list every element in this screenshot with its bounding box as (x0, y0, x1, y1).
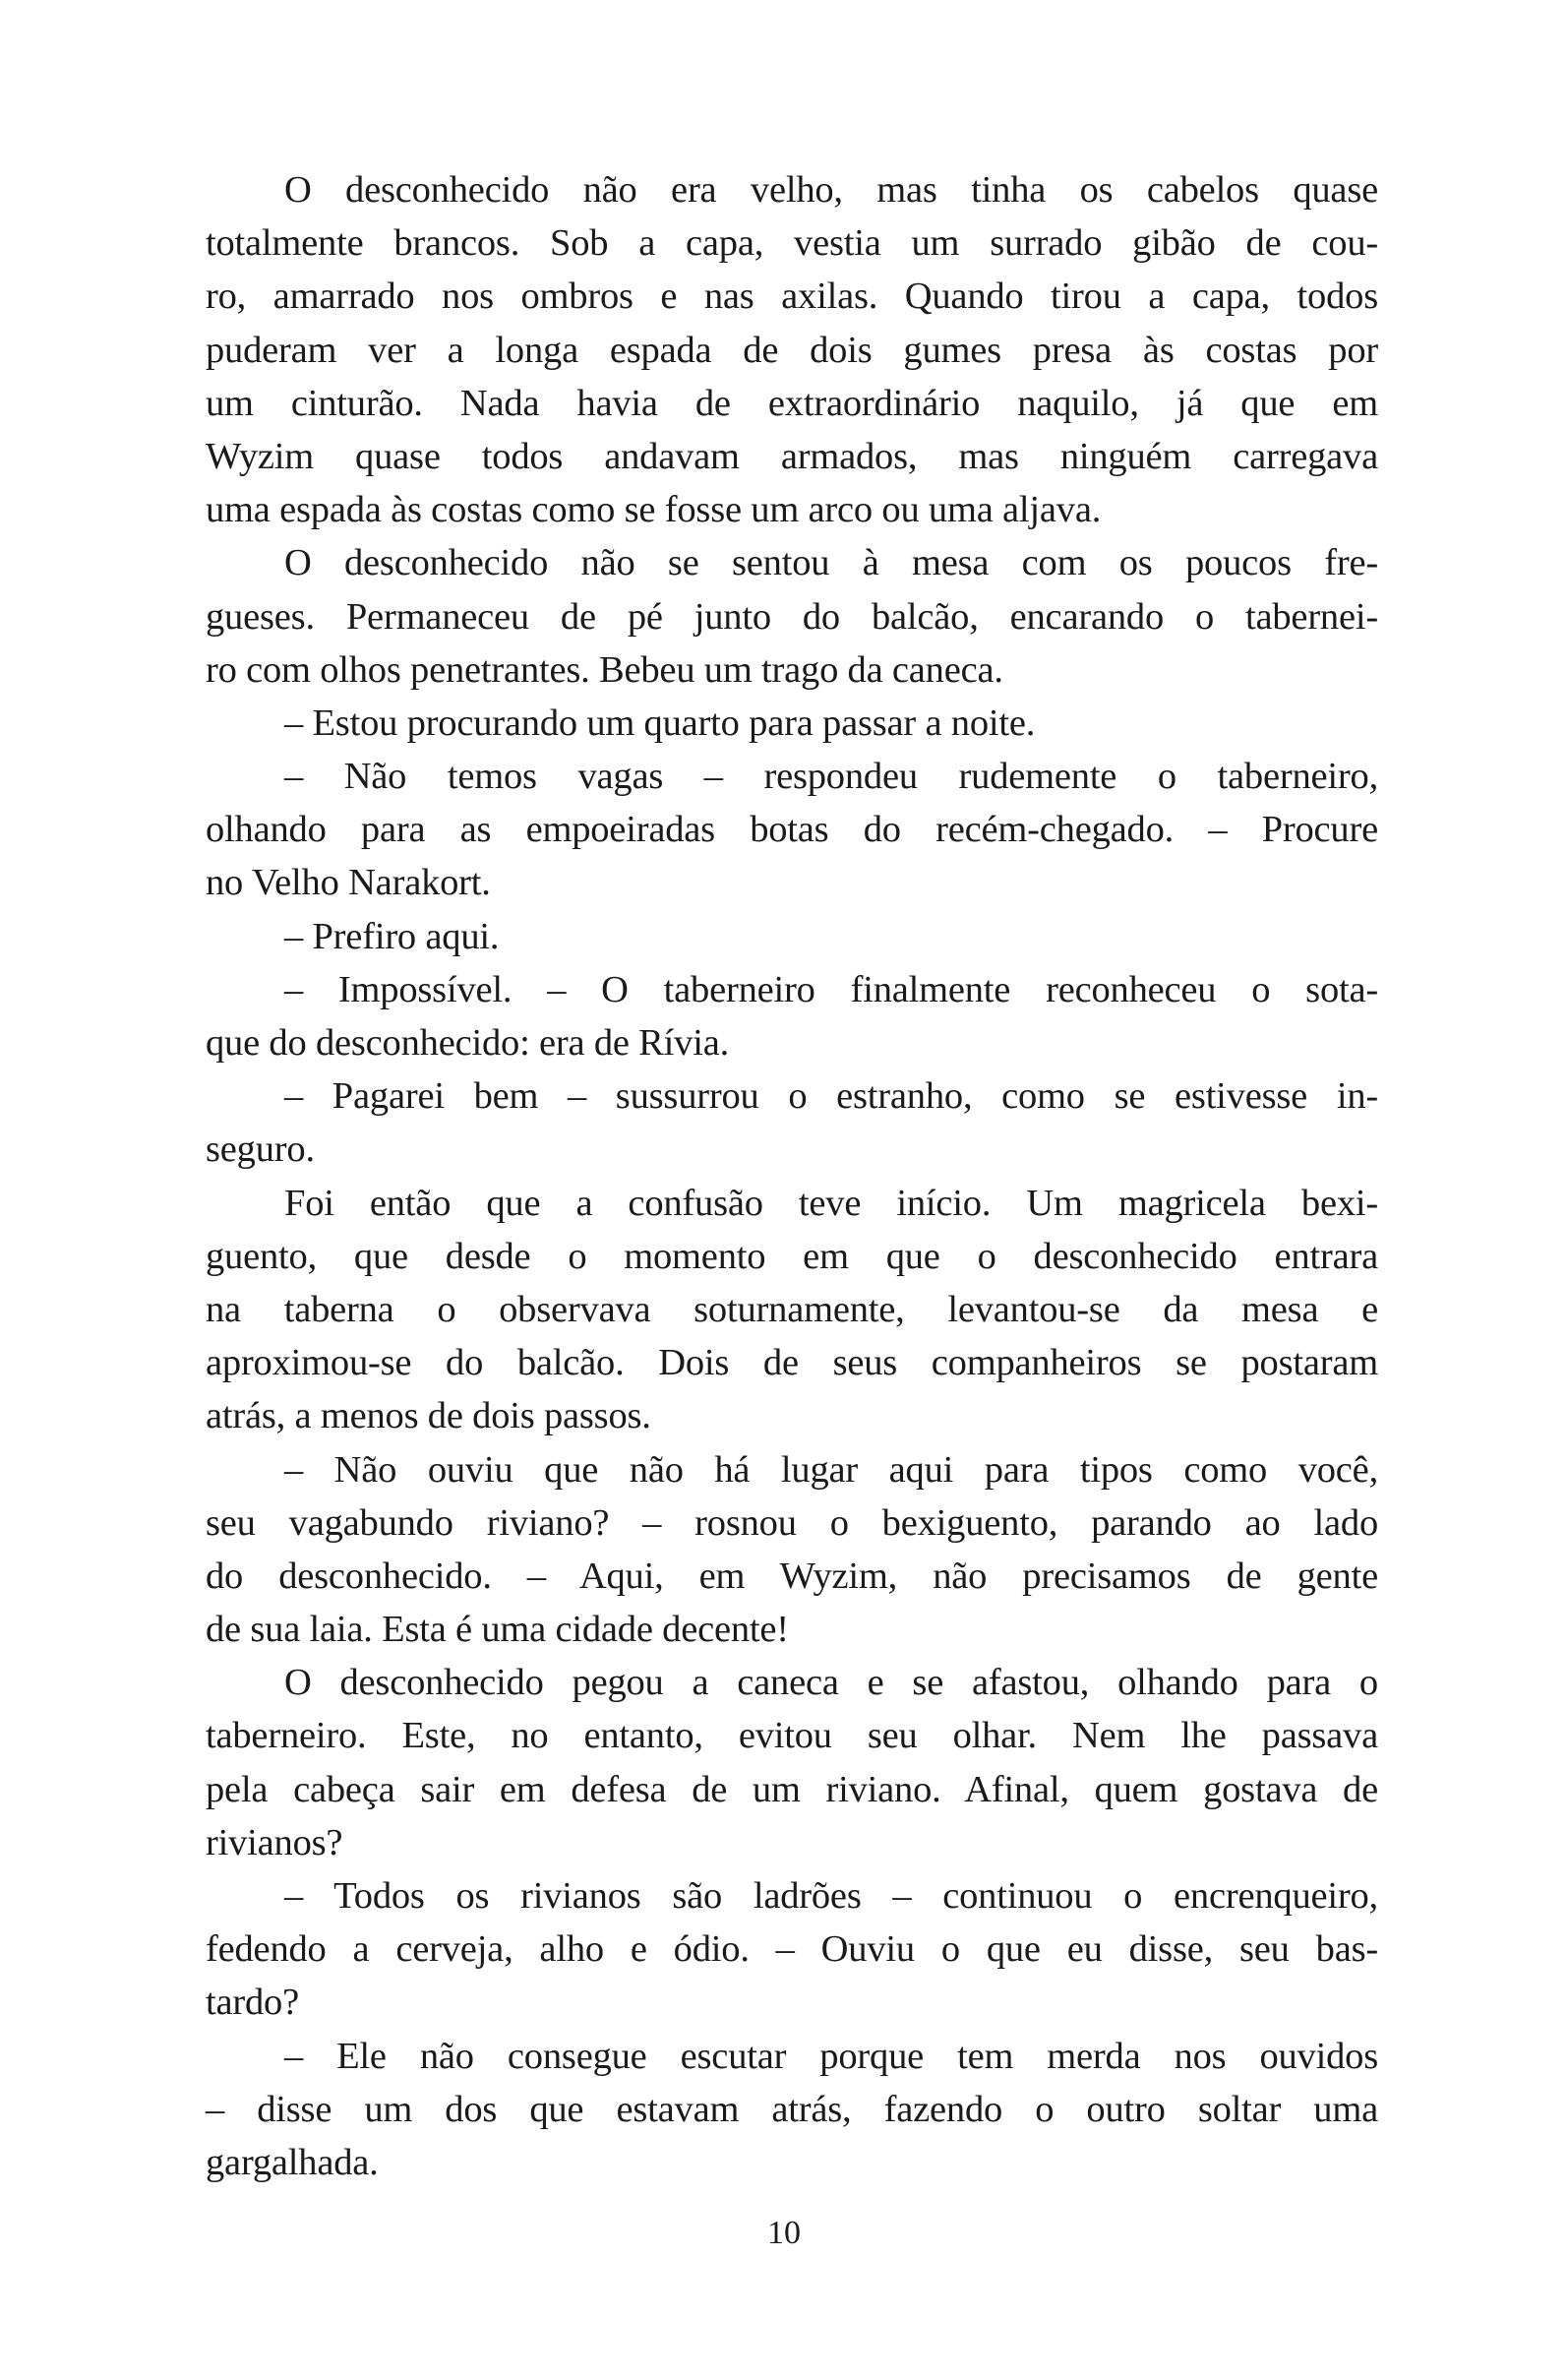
text-line: – Estou procurando um quarto para passar a noite. (284, 702, 1036, 744)
text-line: no Velho Narakort. (206, 862, 491, 904)
text-line: fedendo a cerveja, alho e ódio. – Ouviu o que eu disse, seu bas- (206, 1928, 1378, 1971)
paragraph (206, 2030, 1378, 2190)
text-line: gueses. Permaneceu de pé junto do balcão, encarando o tabernei- (206, 595, 1378, 638)
paragraph (206, 1443, 1378, 1657)
text-line: do desconhecido. – Aqui, em Wyzim, não precisamos de gente (206, 1555, 1378, 1597)
text-line: gargalhada. (206, 2141, 379, 2183)
text-line: – Não temos vagas – respondeu rudemente o taberneiro, (284, 756, 1378, 798)
text-line: uma espada às costas como se fosse um arco ou uma aljava. (206, 489, 1102, 531)
paragraph (206, 910, 1378, 963)
text-line: rivianos? (206, 1821, 343, 1863)
text-line: – Impossível. – O taberneiro finalmente reconheceu o sota- (284, 968, 1378, 1010)
paragraph (206, 1656, 1378, 1869)
text-line: tardo? (206, 1982, 299, 2024)
text-line: seguro. (206, 1128, 315, 1171)
text-line: aproximou-se do balcão. Dois de seus companheiros se postaram (206, 1342, 1378, 1384)
paragraph (206, 750, 1378, 910)
text-line: olhando para as empoeiradas botas do recém-chegado. – Procure (206, 809, 1378, 851)
paragraph (206, 1069, 1378, 1176)
paragraph (206, 1869, 1378, 2030)
paragraph (206, 536, 1378, 697)
text-line: seu vagabundo riviano? – rosnou o bexiguento, parando ao lado (206, 1501, 1378, 1544)
text-line: – Prefiro aqui. (284, 915, 500, 957)
text-line: de sua laia. Esta é uma cidade decente! (206, 1609, 789, 1651)
paragraph (206, 963, 1378, 1069)
text-line: – Ele não consegue escutar porque tem merda nos ouvidos (284, 2035, 1378, 2077)
paragraph (206, 697, 1378, 750)
text-line: na taberna o observava soturnamente, levantou-se da mesa e (206, 1288, 1378, 1330)
text-line: puderam ver a longa espada de dois gumes presa às costas por (206, 329, 1378, 371)
paragraph (206, 1177, 1378, 1443)
text-line: Wyzim quase todos andavam armados, mas ninguém carregava (206, 435, 1378, 477)
text-line: atrás, a menos de dois passos. (206, 1395, 651, 1437)
text-line: guento, que desde o momento em que o desconhecido entrara (206, 1235, 1378, 1277)
text-line: O desconhecido não era velho, mas tinha os cabelos quase (284, 169, 1378, 211)
text-line: ro, amarrado nos ombros e nas axilas. Quando tirou a capa, todos (206, 275, 1378, 318)
text-line: – disse um dos que estavam atrás, fazendo o outro soltar uma (206, 2088, 1378, 2130)
text-line: – Todos os rivianos são ladrões – continuou o encrenqueiro, (284, 1875, 1378, 1917)
text-line: um cinturão. Nada havia de extraordinário naquilo, já que em (206, 382, 1378, 424)
paragraph (206, 163, 1378, 536)
text-line: ro com olhos penetrantes. Bebeu um trago da caneca. (206, 648, 1003, 691)
text-line: que do desconhecido: era de Rívia. (206, 1022, 730, 1064)
text-line: pela cabeça sair em defesa de um riviano. Afinal, quem gostava de (206, 1768, 1378, 1810)
text-line: O desconhecido não se sentou à mesa com os poucos fre- (284, 542, 1378, 584)
body-text (206, 163, 1378, 2189)
text-line: O desconhecido pegou a caneca e se afastou, olhando para o (284, 1662, 1378, 1704)
text-line: Foi então que a confusão teve início. Um magricela bexi- (284, 1182, 1378, 1224)
text-line: totalmente brancos. Sob a capa, vestia um surrado gibão de cou- (206, 222, 1378, 265)
text-line: – Pagarei bem – sussurrou o estranho, como se estivesse in- (284, 1075, 1378, 1118)
page-number: 10 (767, 2215, 801, 2251)
text-line: taberneiro. Este, no entanto, evitou seu olhar. Nem lhe passava (206, 1715, 1378, 1757)
text-line: – Não ouviu que não há lugar aqui para tipos como você, (284, 1448, 1378, 1491)
